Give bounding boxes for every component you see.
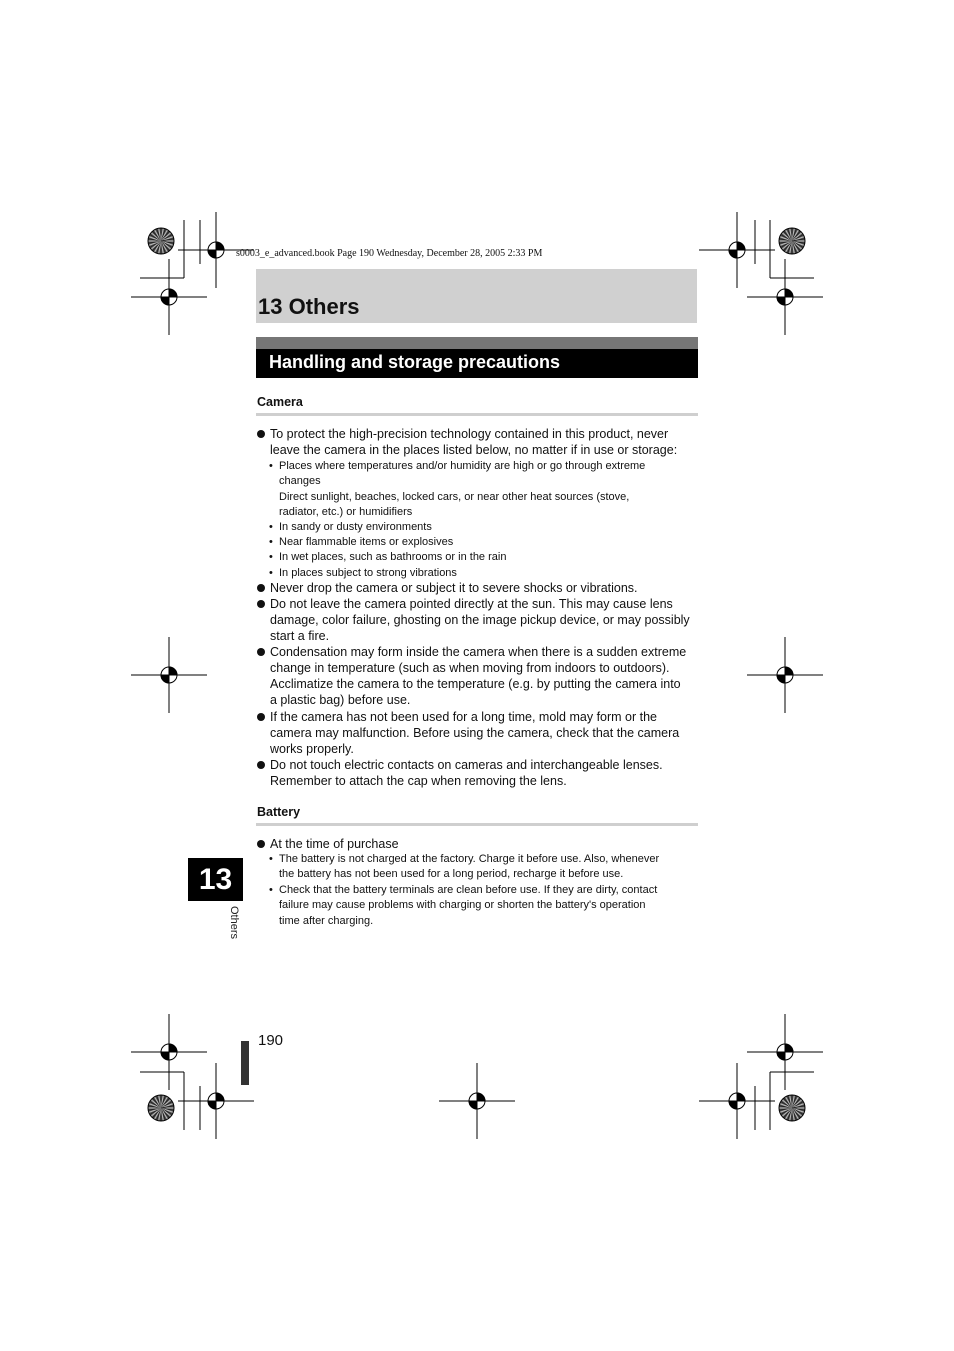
text-line: To protect the high-precision technology contained in this product, never [270,427,669,441]
text-line: In sandy or dusty environments [279,521,432,533]
camera-bullet-2 [270,580,638,596]
camera-subitem-1 [269,459,646,520]
sub-bullet-icon: • [269,567,273,579]
battery-heading-rule [256,823,698,826]
text-line: Acclimatize the camera to the temperature (e.g. by putting the camera into [270,677,681,691]
page-number-bar [241,1041,249,1085]
text-line: time after charging. [279,914,374,927]
bullet-dot-icon [257,430,265,438]
camera-bullet-4 [270,644,686,708]
text-line: failure may cause problems with charging or shorten the battery's operation [279,899,646,912]
text-line: changes [279,475,321,488]
text-line: a plastic bag) before use. [270,693,411,707]
registration-crosshair-icon [747,1014,823,1090]
registration-crosshair-icon [439,1063,515,1139]
section-title: Handling and storage precautions [269,352,561,372]
side-tab-label: Others [228,906,240,940]
text-line: Places where temperatures and/or humidity are high or go through extreme [279,460,646,472]
registration-crosshair-icon [747,637,823,713]
text-line: At the time of purchase [270,837,399,851]
text-line: If the camera has not been used for a long time, mold may form or the [270,710,657,724]
sub-bullet-icon: • [269,536,273,548]
bullet-dot-icon [257,713,265,721]
bullet-dot-icon [257,761,265,769]
camera-subitem-2 [269,520,432,535]
chapter-side-tab: 13 [188,858,243,901]
registration-crosshair-icon [131,259,207,335]
camera-bullet-6 [270,757,663,789]
sub-bullet-icon: • [269,884,273,896]
text-line: works properly. [270,742,354,756]
text-line: Condensation may form inside the camera when there is a sudden extreme [270,645,687,659]
starburst-target-icon [148,228,174,254]
text-line: leave the camera in the places listed below, no matter if in use or storage: [270,443,678,457]
sub-bullet-icon: • [269,551,273,563]
text-line: radiator, etc.) or humidifiers [279,505,413,518]
registration-crosshair-icon [747,259,823,335]
registration-crosshair-icon [699,1063,775,1139]
camera-bullet-3 [270,596,690,644]
text-line: start a fire. [270,629,330,643]
text-line: In wet places, such as bathrooms or in the rain [279,551,507,563]
camera-bullet-1 [270,426,677,458]
camera-subitem-3 [269,535,454,550]
bullet-dot-icon [257,584,265,592]
sub-bullet-icon: • [269,853,273,865]
bullet-dot-icon [257,600,265,608]
camera-subitem-5 [269,566,457,581]
starburst-target-icon [148,1095,174,1121]
text-line: Check that the battery terminals are clean before use. If they are dirty, contact [279,884,658,896]
battery-bullet-1 [270,836,399,852]
camera-heading-rule [256,413,698,416]
text-line: Direct sunlight, beaches, locked cars, or near other heat sources (stove, [279,490,630,503]
text-line: camera may malfunction. Before using the camera, check that the camera [270,726,680,740]
battery-subitem-2 [269,883,658,929]
bullet-dot-icon [257,840,265,848]
camera-heading: Camera [257,395,303,409]
text-line: the battery has not been used for a long period, recharge it before use. [279,868,624,881]
battery-subitem-1 [269,852,660,883]
chapter-title: 13 Others [258,294,360,319]
battery-heading: Battery [257,805,301,819]
registration-crosshair-icon [131,637,207,713]
camera-subitem-4 [269,550,507,565]
text-line: In places subject to strong vibrations [279,567,457,579]
camera-bullet-5 [270,709,679,757]
registration-crosshair-icon [131,1014,207,1090]
text-line: The battery is not charged at the factory. Charge it before use. Also, whenever [279,853,660,865]
text-line: Never drop the camera or subject it to severe shocks or vibrations. [270,581,638,595]
bullet-dot-icon [257,648,265,656]
registration-crosshair-icon [699,212,775,288]
sub-bullet-icon: • [269,521,273,533]
page-number: 190 [258,1032,284,1049]
starburst-target-icon [779,228,805,254]
sub-bullet-icon: • [269,460,273,472]
text-line: Do not touch electric contacts on cameras and interchangeable lenses. [270,758,663,772]
text-line: damage, color failure, ghosting on the image pickup device, or may possibly [270,613,690,627]
text-line: Remember to attach the cap when removing the lens. [270,774,567,788]
text-line: change in temperature (such as when moving from indoors to outdoors). [270,661,670,675]
starburst-target-icon [779,1095,805,1121]
print-header-line: s0003_e_advanced.book Page 190 Wednesday, December 28, 2005 2:33 PM [236,248,543,259]
text-line: Near flammable items or explosives [279,536,454,548]
text-line: Do not leave the camera pointed directly at the sun. This may cause lens [270,597,673,611]
